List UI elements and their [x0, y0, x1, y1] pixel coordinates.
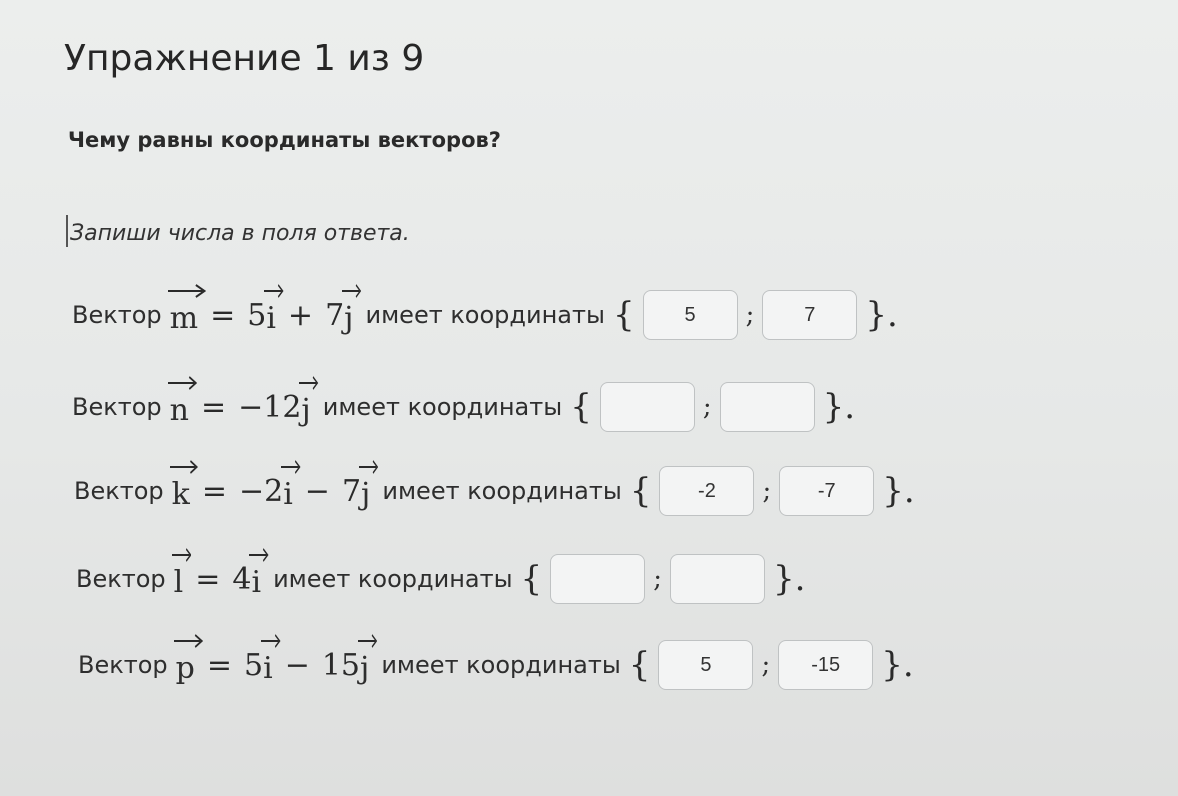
vector-word: Вектор — [74, 477, 164, 505]
coefficient-2: 7 — [341, 473, 362, 509]
coordinate-x-field-m[interactable] — [643, 290, 738, 340]
coordinate-y-field-n[interactable] — [720, 382, 815, 432]
coordinate-y-field-l[interactable] — [670, 554, 765, 604]
vector-arrow-icon — [358, 634, 377, 648]
close-brace: }. — [881, 645, 914, 685]
coefficient-1: 4 — [232, 561, 252, 597]
vector-arrow-icon — [168, 376, 197, 390]
equals-sign: = — [210, 297, 236, 333]
separator: ; — [761, 650, 771, 680]
vector-arrow-icon — [281, 460, 301, 474]
vector-row-m — [72, 290, 898, 340]
unit-vector-j: j — [301, 388, 310, 426]
vector-row-l — [76, 554, 805, 604]
vector-name-p: p — [176, 646, 195, 684]
vector-arrow-icon — [299, 376, 318, 390]
unit-vector-j: j — [344, 296, 353, 334]
vector-arrow-icon — [264, 284, 284, 298]
has-coordinates-text: имеет координаты — [365, 301, 605, 329]
open-brace: { — [629, 471, 652, 511]
coefficient-1: 5 — [247, 297, 267, 333]
instruction-text — [66, 215, 410, 247]
vector-name-k: k — [172, 472, 190, 510]
vector-row-k — [74, 466, 915, 516]
operator: + — [287, 297, 314, 333]
open-brace: { — [612, 295, 635, 335]
close-brace: }. — [822, 387, 856, 427]
coordinate-x-field-n[interactable] — [600, 382, 695, 432]
unit-vector-i: i — [263, 646, 273, 684]
coordinate-x-field-p[interactable] — [658, 640, 753, 690]
equals-sign: = — [206, 647, 232, 683]
exercise-title: Упражнение 1 из 9 — [64, 38, 425, 79]
coordinate-x-field-k[interactable] — [659, 466, 754, 516]
coefficient-2: 15 — [321, 647, 361, 683]
vector-name-l: l — [174, 560, 184, 598]
coefficient-1: 5 — [243, 647, 264, 683]
coefficient-1: −2 — [238, 473, 284, 509]
coordinate-y-field-m[interactable] — [762, 290, 857, 340]
vector-arrow-icon — [168, 284, 206, 298]
operator: − — [304, 473, 330, 509]
has-coordinates-text: имеет координаты — [322, 393, 563, 421]
vector-word: Вектор — [78, 651, 168, 679]
unit-vector-j: j — [361, 472, 370, 510]
vector-arrow-icon — [342, 284, 361, 298]
separator: ; — [702, 392, 712, 422]
coordinate-y-field-p[interactable] — [778, 640, 873, 690]
open-brace: { — [570, 387, 592, 427]
separator: ; — [653, 564, 662, 594]
vector-word: Вектор — [72, 393, 162, 421]
has-coordinates-text: имеет координаты — [381, 651, 621, 679]
equals-sign: = — [195, 561, 221, 597]
coordinate-x-field-l[interactable] — [550, 554, 645, 604]
vector-arrow-icon — [249, 548, 269, 562]
vector-arrow-icon — [261, 634, 281, 648]
coordinate-y-field-k[interactable] — [779, 466, 874, 516]
unit-vector-i: i — [251, 560, 261, 598]
text-cursor — [66, 215, 68, 247]
vector-arrow-icon — [359, 460, 378, 474]
unit-vector-i: i — [283, 472, 293, 510]
equals-sign: = — [200, 389, 227, 425]
close-brace: }. — [865, 295, 898, 335]
open-brace: { — [628, 645, 651, 685]
vector-word: Вектор — [72, 301, 162, 329]
close-brace: }. — [882, 471, 915, 511]
close-brace: }. — [772, 559, 806, 599]
has-coordinates-text: имеет координаты — [382, 477, 622, 505]
unit-vector-i: i — [266, 296, 276, 334]
vector-word: Вектор — [76, 565, 166, 593]
vector-name-m: m — [170, 296, 198, 334]
vector-arrow-icon — [174, 634, 203, 648]
vector-row-n — [72, 382, 855, 432]
unit-vector-j: j — [360, 646, 369, 684]
instruction-label: Запиши числа в поля ответа. — [70, 221, 410, 246]
vector-arrow-icon — [170, 460, 198, 474]
coefficient-1: −12 — [238, 389, 302, 425]
vector-name-n: n — [170, 388, 189, 426]
operator: − — [284, 647, 310, 683]
vector-row-p — [78, 640, 914, 690]
vector-arrow-icon — [172, 548, 192, 562]
has-coordinates-text: имеет координаты — [273, 565, 513, 593]
separator: ; — [762, 476, 772, 506]
separator: ; — [745, 300, 755, 330]
equals-sign: = — [201, 473, 227, 509]
question-text: Чему равны координаты векторов? — [68, 128, 501, 152]
coefficient-2: 7 — [325, 297, 345, 333]
open-brace: { — [520, 559, 543, 599]
